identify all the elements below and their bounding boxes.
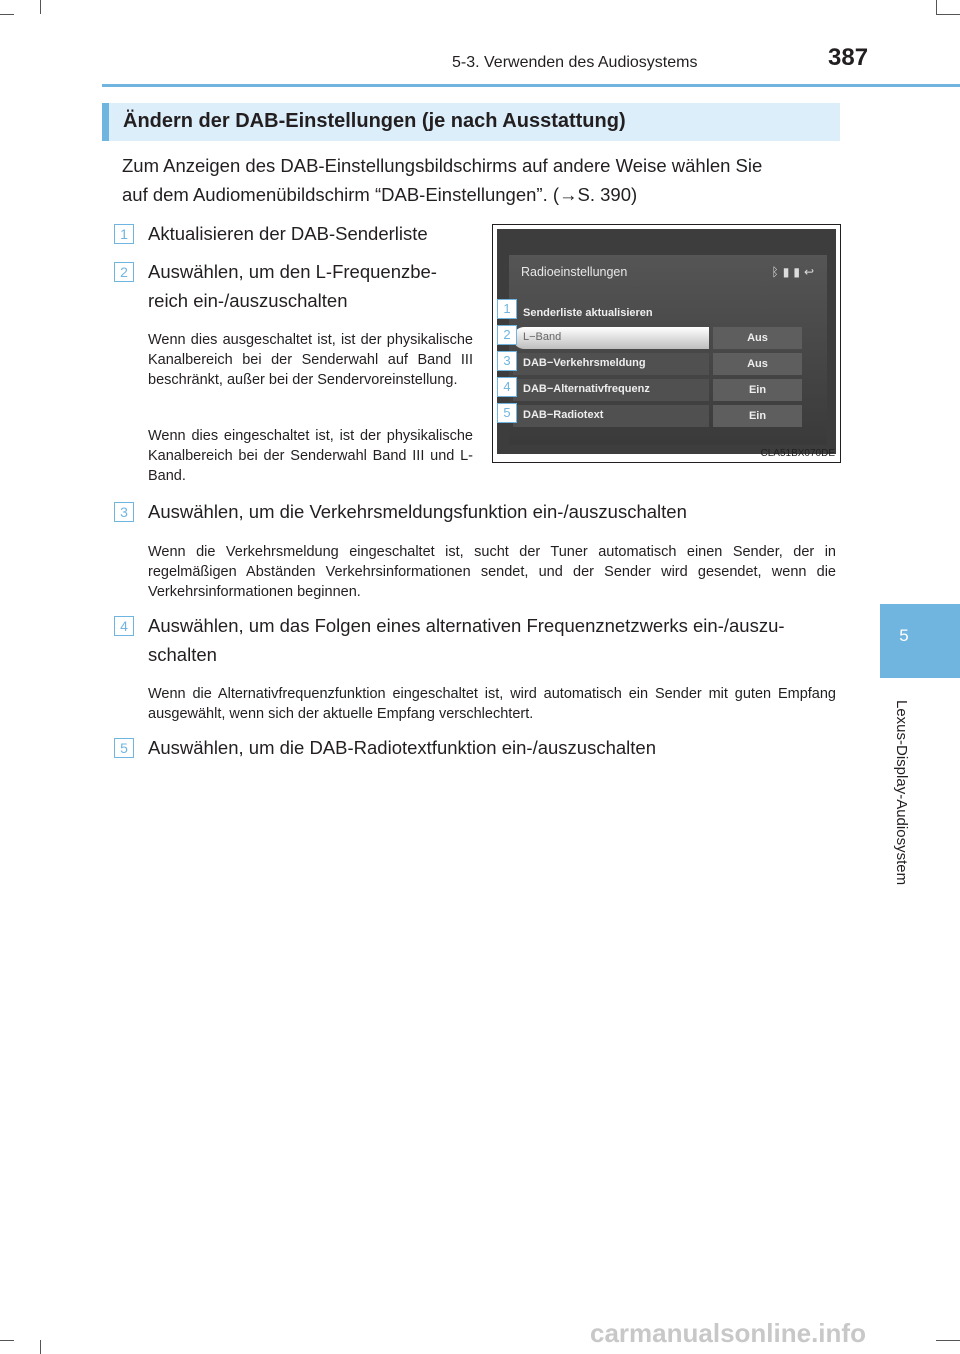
callout-number: 4	[497, 377, 517, 397]
row-value: Ein	[713, 405, 802, 427]
intro-line-2: auf dem Audiomenübildschirm “DAB-Einstellungen”. (→S. 390)	[122, 184, 638, 205]
intro-line-1: Zum Anzeigen des DAB-Einstellungsbildschirms auf andere Weise wählen Sie	[122, 155, 763, 176]
chapter-number: 5	[899, 626, 909, 645]
item-2-note-2: Wenn dies eingeschaltet ist, ist der physikalische Kanalbereich bei der Senderwahl Band III und L-Band.	[148, 428, 473, 484]
crop-mark	[0, 14, 14, 15]
status-icons	[772, 265, 818, 279]
crop-mark	[0, 1340, 14, 1341]
crop-mark	[40, 1340, 41, 1354]
item-number-icon: 3	[114, 502, 134, 522]
watermark: carmanualsonline.info	[590, 1318, 866, 1348]
callout-number: 3	[497, 351, 517, 371]
bluetooth-icon: ᛒ	[771, 265, 783, 279]
item-number-icon: 4	[114, 616, 134, 636]
item-3-note: Wenn die Verkehrsmeldung eingeschaltet ist, sucht der Tuner automatisch einen Sender, der in regelmäßigen Abständen Verkehrsinformationen sendet, und der Sender wird gesendet, wenn die Verkehrsinformationen beginnen.	[148, 544, 836, 600]
item-number-icon: 2	[114, 262, 134, 282]
row-label: Senderliste aktualisieren	[523, 307, 653, 319]
item-1-title: Aktualisieren der DAB-Senderliste	[148, 223, 428, 244]
callout-number: 2	[497, 325, 517, 345]
back-icon: ↩	[803, 265, 818, 279]
item-4-title-line-2: schalten	[148, 644, 217, 665]
row-radiotext	[513, 405, 709, 427]
crop-mark	[936, 14, 960, 15]
item-number-icon: 5	[114, 738, 134, 758]
section-title: Ändern der DAB-Einstellungen (je nach Ausstattung)	[123, 110, 626, 132]
item-3-title: Auswählen, um die Verkehrsmeldungsfunktion ein-/auszuschalten	[148, 501, 687, 522]
section-heading	[102, 103, 840, 141]
row-value: Aus	[713, 353, 802, 375]
crop-mark	[936, 1340, 960, 1341]
item-5-title: Auswählen, um die DAB-Radiotextfunktion ein-/auszuschalten	[148, 737, 657, 758]
row-l-band	[513, 327, 709, 349]
row-traffic	[513, 353, 709, 375]
item-4-note: Wenn die Alternativfrequenzfunktion eingeschaltet ist, wird automatisch ein Sender mit guten Empfang ausgewählt, wenn sich der aktuelle Empfang verschlechtert.	[148, 686, 836, 722]
row-value: Ein	[713, 379, 802, 401]
screen-title: Radioeinstellungen	[521, 265, 628, 279]
display-screen	[497, 229, 836, 454]
row-label: DAB−Radiotext	[523, 409, 604, 421]
row-label: L−Band	[523, 331, 562, 343]
row-alt-frequency	[513, 379, 709, 401]
crop-mark	[936, 0, 937, 14]
item-number-icon: 1	[114, 224, 134, 244]
page-number: 387	[828, 44, 869, 71]
crop-mark	[40, 0, 41, 14]
callout-number: 5	[497, 403, 517, 423]
row-value: Aus	[713, 327, 802, 349]
row-label: DAB−Alternativfrequenz	[523, 383, 650, 395]
figure-code: CLA51BX070DE	[760, 448, 835, 459]
row-label: DAB−Verkehrsmeldung	[523, 357, 646, 369]
callout-number: 1	[497, 299, 517, 319]
item-4-title-line-1: Auswählen, um das Folgen eines alternativen Frequenznetzwerks ein-/auszu-	[148, 615, 785, 636]
signal-icon: ▮	[793, 265, 804, 279]
item-2-title-line-2: reich ein-/auszuschalten	[148, 290, 348, 311]
running-header: 5-3. Verwenden des Audiosystems	[452, 54, 698, 71]
chapter-title: Lexus-Display-Audiosystem	[893, 700, 910, 886]
header-rule	[102, 84, 960, 87]
item-2-note-1: Wenn dies ausgeschaltet ist, ist der physikalische Kanalbereich bei der Senderwahl auf Band III beschränkt, außer bei der Sendervoreinstellung.	[148, 332, 473, 388]
item-2-title-line-1: Auswählen, um den L-Frequenzbe-	[148, 261, 437, 282]
battery-icon: ▮	[782, 265, 794, 279]
settings-screen-figure	[492, 224, 841, 463]
